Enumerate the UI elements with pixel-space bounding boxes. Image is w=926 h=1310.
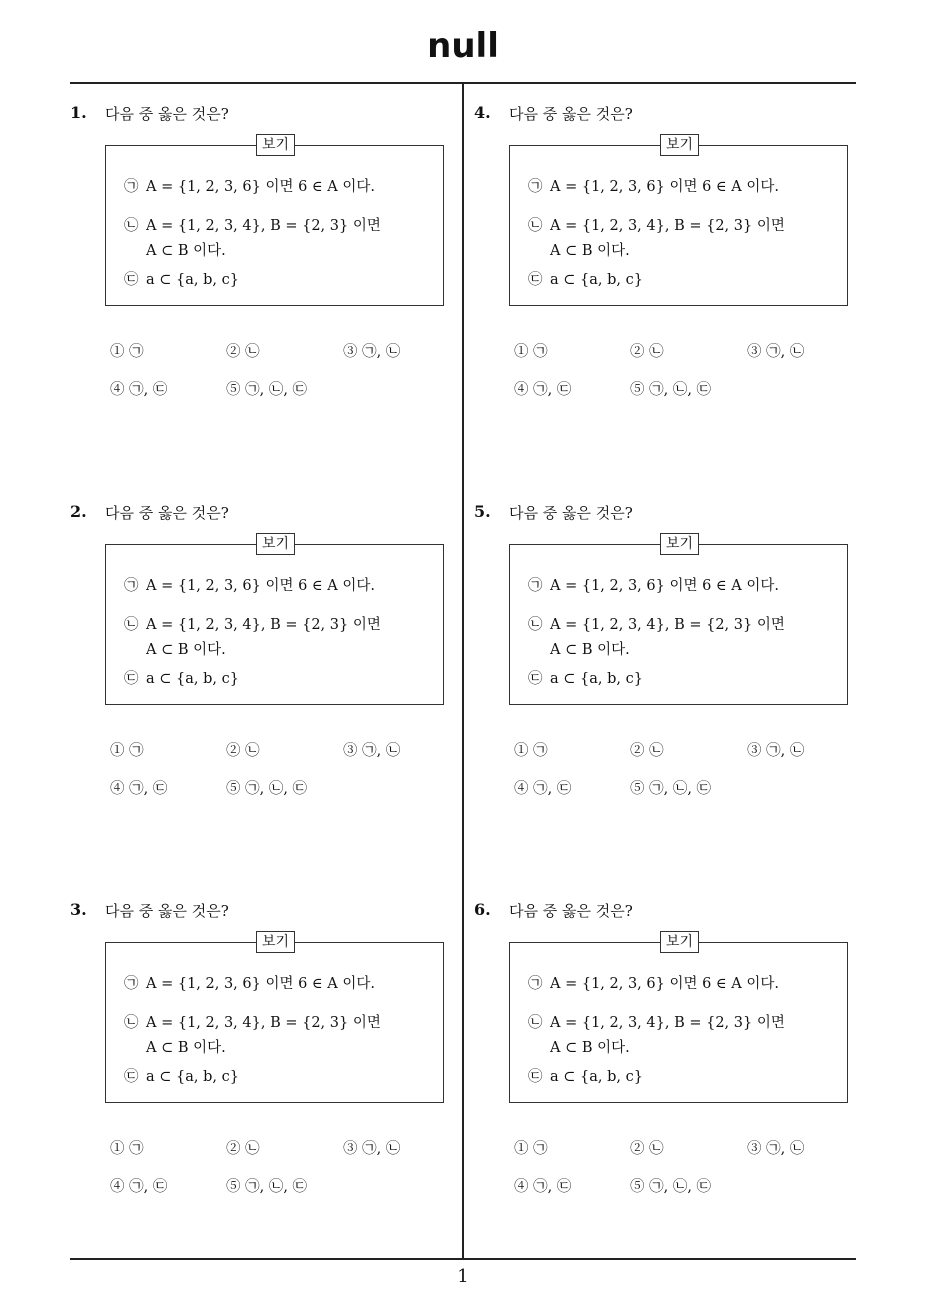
statement-text: A = {1, 2, 3, 4}, B = {2, 3} 이면	[146, 1015, 381, 1031]
bogi-label: 보기	[660, 533, 699, 555]
statement-marker: ㉡	[124, 1015, 139, 1031]
choice-1[interactable]: ① ㉠	[514, 1141, 548, 1157]
choice-1[interactable]: ① ㉠	[110, 344, 144, 360]
bogi-box	[509, 934, 848, 1103]
choice-1[interactable]: ① ㉠	[514, 743, 548, 759]
choice-2[interactable]: ② ㉡	[226, 344, 260, 360]
bogi-label: 보기	[660, 931, 699, 953]
statement-2-continuation: A ⊂ B 이다.	[146, 243, 226, 259]
bogi-box	[509, 536, 848, 705]
question-stem: 다음 중 옳은 것은?	[105, 902, 229, 920]
choice-1[interactable]: ① ㉠	[110, 743, 144, 759]
choice-1[interactable]: ① ㉠	[514, 344, 548, 360]
statement-text: a ⊂ {a, b, c}	[146, 1069, 239, 1085]
statement-text: a ⊂ {a, b, c}	[550, 1069, 643, 1085]
question-number: 5.	[474, 502, 491, 521]
statement-text: a ⊂ {a, b, c}	[146, 272, 239, 288]
choice-3[interactable]: ③ ㉠, ㉡	[343, 743, 401, 759]
statement-text: A = {1, 2, 3, 4}, B = {2, 3} 이면	[146, 617, 381, 633]
statement-3	[124, 268, 239, 292]
question-number: 6.	[474, 900, 491, 919]
statement-1	[528, 972, 779, 996]
choice-2[interactable]: ② ㉡	[226, 1141, 260, 1157]
statement-marker: ㉡	[124, 617, 139, 633]
statement-2-continuation: A ⊂ B 이다.	[550, 1040, 630, 1056]
statement-marker: ㉢	[124, 272, 139, 288]
choice-3[interactable]: ③ ㉠, ㉡	[747, 743, 805, 759]
bogi-box	[509, 137, 848, 306]
statement-2	[528, 1011, 785, 1035]
statement-text: a ⊂ {a, b, c}	[550, 671, 643, 687]
statement-1	[528, 175, 779, 199]
question-stem: 다음 중 옳은 것은?	[509, 105, 633, 123]
choice-4[interactable]: ④ ㉠, ㉢	[514, 382, 572, 398]
statement-3	[528, 268, 643, 292]
statement-marker: ㉢	[124, 1069, 139, 1085]
statement-marker: ㉠	[124, 179, 139, 195]
question-2	[70, 482, 450, 812]
statement-1	[124, 574, 375, 598]
statement-marker: ㉢	[528, 1069, 543, 1085]
statement-text: a ⊂ {a, b, c}	[550, 272, 643, 288]
choice-2[interactable]: ② ㉡	[630, 743, 664, 759]
statement-text: A = {1, 2, 3, 6} 이면 6 ∈ A 이다.	[550, 179, 779, 195]
statement-marker: ㉡	[124, 218, 139, 234]
statement-text: A = {1, 2, 3, 6} 이면 6 ∈ A 이다.	[146, 976, 375, 992]
choice-4[interactable]: ④ ㉠, ㉢	[110, 382, 168, 398]
question-stem: 다음 중 옳은 것은?	[509, 902, 633, 920]
choice-5[interactable]: ⑤ ㉠, ㉡, ㉢	[226, 1179, 308, 1195]
statement-text: a ⊂ {a, b, c}	[146, 671, 239, 687]
choice-5[interactable]: ⑤ ㉠, ㉡, ㉢	[226, 781, 308, 797]
statement-marker: ㉢	[528, 671, 543, 687]
question-stem: 다음 중 옳은 것은?	[509, 504, 633, 522]
statement-marker: ㉠	[124, 976, 139, 992]
choice-3[interactable]: ③ ㉠, ㉡	[343, 1141, 401, 1157]
choice-4[interactable]: ④ ㉠, ㉢	[514, 1179, 572, 1195]
choice-1[interactable]: ① ㉠	[110, 1141, 144, 1157]
question-6	[474, 880, 854, 1210]
statement-text: A = {1, 2, 3, 6} 이면 6 ∈ A 이다.	[550, 976, 779, 992]
statement-marker: ㉡	[528, 617, 543, 633]
choice-3[interactable]: ③ ㉠, ㉡	[747, 344, 805, 360]
choice-5[interactable]: ⑤ ㉠, ㉡, ㉢	[630, 382, 712, 398]
page-number: 1	[457, 1266, 469, 1287]
choice-2[interactable]: ② ㉡	[630, 1141, 664, 1157]
choice-5[interactable]: ⑤ ㉠, ㉡, ㉢	[630, 1179, 712, 1195]
statement-marker: ㉠	[124, 578, 139, 594]
statement-marker: ㉠	[528, 578, 543, 594]
statement-3	[124, 667, 239, 691]
bogi-box	[105, 536, 444, 705]
question-number: 3.	[70, 900, 87, 919]
bogi-box	[105, 137, 444, 306]
question-number: 2.	[70, 502, 87, 521]
bogi-label: 보기	[256, 533, 295, 555]
column-divider	[462, 83, 464, 1258]
statement-text: A = {1, 2, 3, 4}, B = {2, 3} 이면	[550, 1015, 785, 1031]
question-stem: 다음 중 옳은 것은?	[105, 105, 229, 123]
statement-text: A = {1, 2, 3, 6} 이면 6 ∈ A 이다.	[146, 578, 375, 594]
choice-3[interactable]: ③ ㉠, ㉡	[747, 1141, 805, 1157]
statement-2	[528, 214, 785, 238]
statement-text: A = {1, 2, 3, 6} 이면 6 ∈ A 이다.	[146, 179, 375, 195]
statement-2-continuation: A ⊂ B 이다.	[146, 1040, 226, 1056]
question-5	[474, 482, 854, 812]
bogi-label: 보기	[256, 134, 295, 156]
statement-2-continuation: A ⊂ B 이다.	[146, 642, 226, 658]
choice-3[interactable]: ③ ㉠, ㉡	[343, 344, 401, 360]
statement-text: A = {1, 2, 3, 4}, B = {2, 3} 이면	[550, 617, 785, 633]
statement-1	[528, 574, 779, 598]
footer-rule	[70, 1258, 856, 1260]
page-title: null	[427, 26, 499, 66]
question-4	[474, 83, 854, 413]
choice-4[interactable]: ④ ㉠, ㉢	[110, 781, 168, 797]
statement-marker: ㉡	[528, 1015, 543, 1031]
statement-2	[124, 1011, 381, 1035]
statement-2	[528, 613, 785, 637]
statement-1	[124, 175, 375, 199]
question-number: 4.	[474, 103, 491, 122]
question-3	[70, 880, 450, 1210]
choice-2[interactable]: ② ㉡	[630, 344, 664, 360]
statement-1	[124, 972, 375, 996]
statement-3	[528, 667, 643, 691]
bogi-label: 보기	[256, 931, 295, 953]
question-number: 1.	[70, 103, 87, 122]
choice-2[interactable]: ② ㉡	[226, 743, 260, 759]
choice-5[interactable]: ⑤ ㉠, ㉡, ㉢	[630, 781, 712, 797]
bogi-box	[105, 934, 444, 1103]
statement-text: A = {1, 2, 3, 6} 이면 6 ∈ A 이다.	[550, 578, 779, 594]
statement-2	[124, 214, 381, 238]
choice-4[interactable]: ④ ㉠, ㉢	[110, 1179, 168, 1195]
statement-marker: ㉢	[528, 272, 543, 288]
question-1	[70, 83, 450, 413]
choice-5[interactable]: ⑤ ㉠, ㉡, ㉢	[226, 382, 308, 398]
statement-marker: ㉠	[528, 976, 543, 992]
statement-3	[528, 1065, 643, 1089]
statement-marker: ㉠	[528, 179, 543, 195]
choice-4[interactable]: ④ ㉠, ㉢	[514, 781, 572, 797]
statement-2-continuation: A ⊂ B 이다.	[550, 642, 630, 658]
statement-text: A = {1, 2, 3, 4}, B = {2, 3} 이면	[550, 218, 785, 234]
statement-marker: ㉢	[124, 671, 139, 687]
statement-marker: ㉡	[528, 218, 543, 234]
statement-3	[124, 1065, 239, 1089]
question-stem: 다음 중 옳은 것은?	[105, 504, 229, 522]
statement-text: A = {1, 2, 3, 4}, B = {2, 3} 이면	[146, 218, 381, 234]
statement-2-continuation: A ⊂ B 이다.	[550, 243, 630, 259]
statement-2	[124, 613, 381, 637]
bogi-label: 보기	[660, 134, 699, 156]
